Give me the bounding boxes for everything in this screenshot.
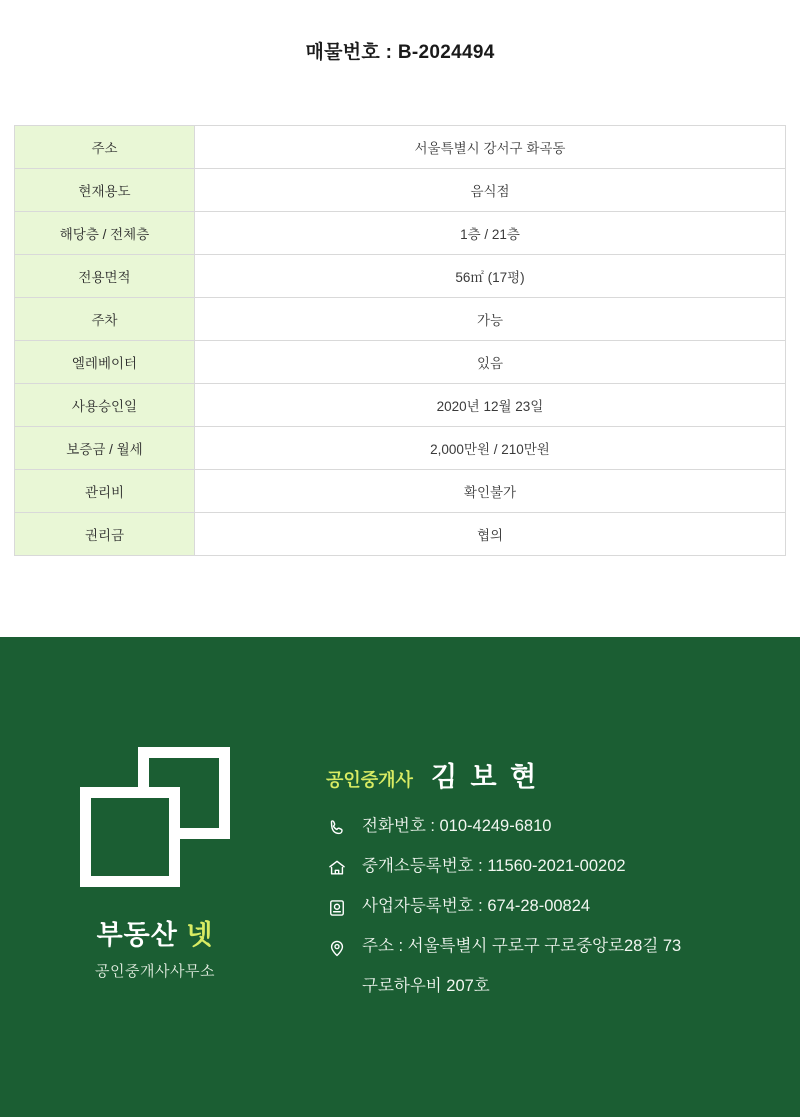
agent-name: 김 보 현 xyxy=(430,762,540,792)
row-value: 2,000만원 / 210만원 xyxy=(195,427,786,470)
row-label: 주소 xyxy=(15,126,195,169)
contact-address-line2: 구로하우비 207호 xyxy=(362,977,490,995)
row-label: 엘레베이터 xyxy=(15,341,195,384)
contact-phone-text: 전화번호 : 010-4249-6810 xyxy=(362,817,552,835)
row-value: 있음 xyxy=(195,341,786,384)
map-pin-icon xyxy=(326,937,348,959)
table-row xyxy=(15,470,786,513)
property-details-table xyxy=(14,125,786,556)
table-row xyxy=(15,384,786,427)
row-label: 해당층 / 전체층 xyxy=(15,212,195,255)
home-office-icon xyxy=(326,857,348,879)
table-row xyxy=(15,513,786,556)
row-label: 관리비 xyxy=(15,470,195,513)
row-value: 가능 xyxy=(195,298,786,341)
brand-subtitle: 공인중개사사무소 xyxy=(95,963,215,980)
contact-row-business-reg xyxy=(326,896,681,919)
contact-business-reg-text: 사업자등록번호 : 674-28-00824 xyxy=(362,897,591,915)
row-label: 전용면적 xyxy=(15,255,195,298)
brand-name-accent: 넷 xyxy=(186,920,214,950)
table-row xyxy=(15,169,786,212)
contact-row-phone xyxy=(326,816,681,839)
table-row xyxy=(15,298,786,341)
row-label: 주차 xyxy=(15,298,195,341)
contact-row-address xyxy=(326,936,681,959)
agency-footer xyxy=(0,637,800,1117)
brand-name xyxy=(97,913,214,952)
row-label: 사용승인일 xyxy=(15,384,195,427)
agent-role-label: 공인중개사 xyxy=(326,770,413,790)
document-stamp-icon xyxy=(326,897,348,919)
page-title: 매물번호 : B-2024494 xyxy=(305,41,495,63)
row-label: 현재용도 xyxy=(15,169,195,212)
brand-name-main: 부동산 xyxy=(96,920,178,950)
table-row xyxy=(15,126,786,169)
row-value: 1층 / 21층 xyxy=(195,212,786,255)
contact-address-text: 주소 : 서울특별시 구로구 구로중앙로28길 73 xyxy=(362,937,682,955)
row-value: 협의 xyxy=(195,513,786,556)
row-value: 2020년 12월 23일 xyxy=(195,384,786,427)
phone-icon xyxy=(326,817,348,839)
row-value: 56㎡ (17평) xyxy=(195,255,786,298)
contact-row-office-reg xyxy=(326,856,681,879)
table-row xyxy=(15,341,786,384)
agent-heading xyxy=(326,755,681,794)
row-value: 서울특별시 강서구 화곡동 xyxy=(195,126,786,169)
property-details-section xyxy=(14,100,786,556)
brand-block xyxy=(0,637,310,981)
row-value: 확인불가 xyxy=(195,470,786,513)
table-row xyxy=(15,255,786,298)
row-label: 권리금 xyxy=(15,513,195,556)
contact-office-reg-text: 중개소등록번호 : 11560-2021-00202 xyxy=(362,857,626,875)
page-header xyxy=(0,0,800,100)
table-row xyxy=(15,212,786,255)
overlapping-squares-icon xyxy=(80,747,230,887)
row-label: 보증금 / 월세 xyxy=(15,427,195,470)
table-row xyxy=(15,427,786,470)
agent-info-block xyxy=(310,637,681,996)
row-value: 음식점 xyxy=(195,169,786,212)
